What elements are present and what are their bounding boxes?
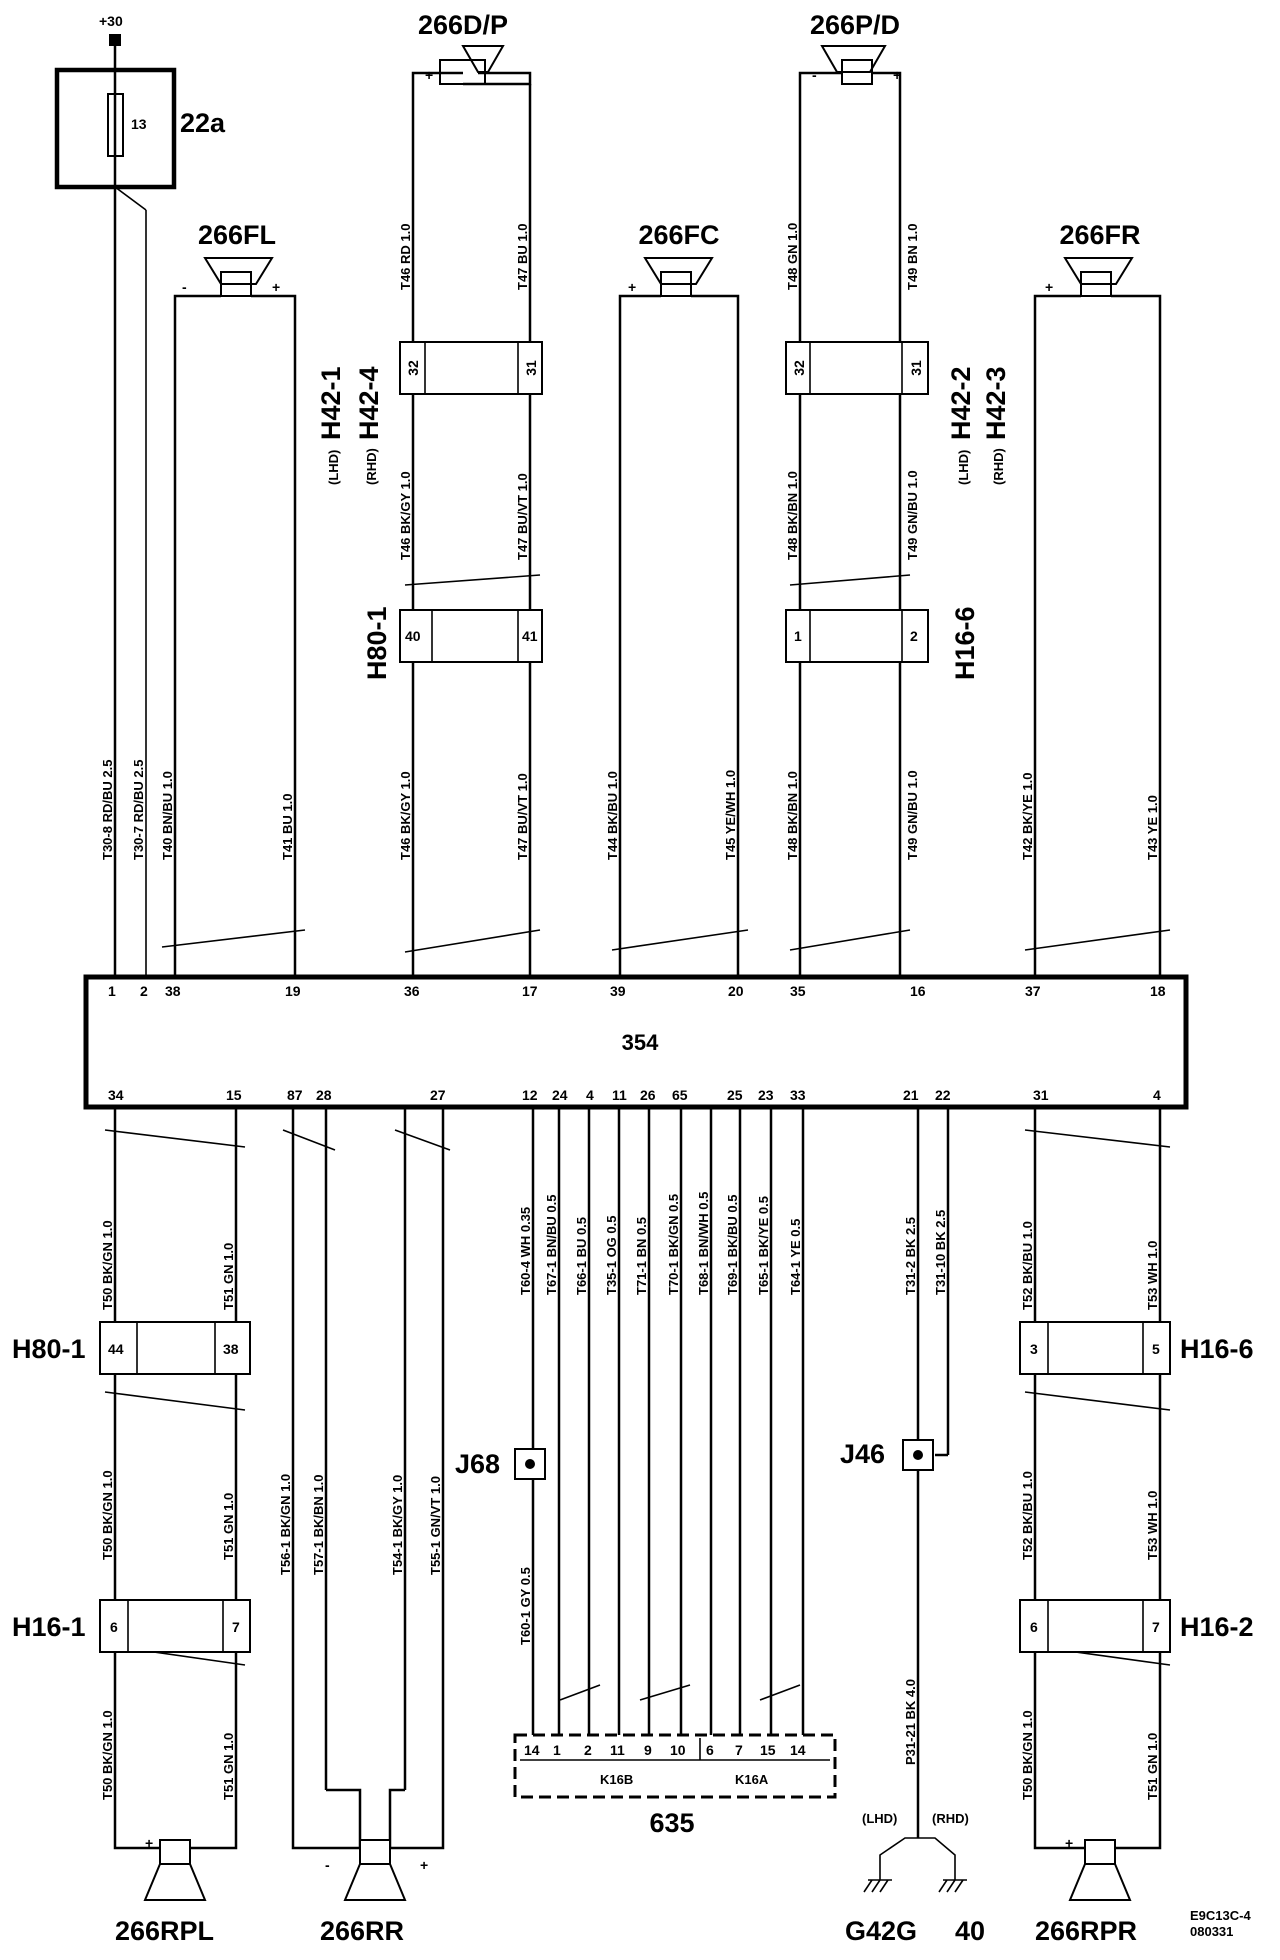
pin: 36 — [404, 983, 420, 999]
splice-label: J68 — [455, 1449, 501, 1479]
wire-label: T47 BU/VT 1.0 — [515, 773, 530, 860]
pin: 39 — [610, 983, 626, 999]
splice-label: J46 — [840, 1439, 886, 1469]
pin: 23 — [758, 1087, 774, 1103]
bottom-wire-labels — [100, 1192, 1160, 1800]
wire-label: T60-1 GY 0.5 — [518, 1567, 533, 1645]
pin: 27 — [430, 1087, 446, 1103]
pin: 11 — [610, 1742, 625, 1758]
wire-label: T47 BU/VT 1.0 — [515, 473, 530, 560]
pin: 41 — [522, 628, 538, 644]
wire-label: T40 BN/BU 1.0 — [160, 771, 175, 860]
pin: 87 — [287, 1087, 303, 1103]
wire-label: T65-1 BK/YE 0.5 — [756, 1196, 771, 1295]
connector-label: H16-6 — [1180, 1334, 1254, 1364]
qualifier: (LHD) — [956, 449, 971, 485]
wire-label: T48 BK/BN 1.0 — [785, 471, 800, 560]
wire-label: T47 BU 1.0 — [515, 223, 530, 290]
pin: 4 — [586, 1087, 594, 1103]
wire-label: T44 BK/BU 1.0 — [605, 771, 620, 860]
wire-label: T71-1 BN 0.5 — [634, 1216, 649, 1295]
qualifier: (RHD) — [364, 448, 379, 485]
wire-label: T49 GN/BU 1.0 — [905, 470, 920, 560]
pin: 1 — [794, 628, 802, 644]
pin: 17 — [522, 983, 538, 999]
wire-label: T46 RD 1.0 — [398, 223, 413, 290]
pin: 15 — [760, 1742, 776, 1758]
wire-label: T51 GN 1.0 — [221, 1242, 236, 1310]
speaker-pos: + — [1065, 1835, 1074, 1851]
group-label: K16A — [735, 1772, 769, 1787]
wire-label: T42 BK/YE 1.0 — [1020, 772, 1035, 860]
pin: 14 — [524, 1742, 540, 1758]
pin: 7 — [232, 1619, 240, 1635]
connector-h80-left — [12, 1322, 250, 1374]
splice-j46 — [840, 1439, 933, 1470]
supply-label: +30 — [99, 13, 123, 29]
wire-label: T51 GN 1.0 — [1145, 1732, 1160, 1800]
speaker-266FL — [175, 220, 295, 300]
wire-label: T50 BK/GN 1.0 — [100, 1710, 115, 1800]
pin: 37 — [1025, 983, 1041, 999]
rhd-label: (RHD) — [932, 1811, 969, 1826]
connector-h42-left — [316, 342, 542, 485]
wire-label: T54-1 BK/GY 1.0 — [390, 1474, 405, 1575]
pin: 1 — [108, 983, 116, 999]
pin: 31 — [523, 360, 539, 376]
connector-label: H42-2 — [946, 366, 976, 440]
speaker-pos: + — [425, 67, 434, 83]
wire-label: T30-8 RD/BU 2.5 — [100, 759, 115, 860]
pin: 32 — [405, 360, 421, 376]
pin: 7 — [1152, 1619, 1160, 1635]
pin: 2 — [910, 628, 918, 644]
speaker-label: 266RR — [320, 1916, 405, 1946]
pin: 2 — [584, 1742, 592, 1758]
speaker-label: 266RPR — [1035, 1916, 1138, 1946]
wire-label: T68-1 BN/WH 0.5 — [696, 1191, 711, 1295]
pin: 28 — [316, 1087, 332, 1103]
speaker-266DP — [413, 10, 530, 84]
wire-label: T50 BK/GN 1.0 — [100, 1220, 115, 1310]
wire-label: T53 WH 1.0 — [1145, 1490, 1160, 1560]
speaker-label: 266FR — [1059, 220, 1141, 250]
speaker-pos: + — [145, 1835, 154, 1851]
speaker-266PD — [800, 10, 901, 84]
wire-label: T52 BK/BU 1.0 — [1020, 1221, 1035, 1310]
wire-label: T49 BN 1.0 — [905, 223, 920, 290]
wire-label: T51 GN 1.0 — [221, 1492, 236, 1560]
wire-label: T66-1 BU 0.5 — [574, 1216, 589, 1295]
speaker-label: 266RPL — [115, 1916, 215, 1946]
connector-label: H42-3 — [981, 366, 1011, 440]
pin: 12 — [522, 1087, 538, 1103]
speaker-label: 266D/P — [417, 10, 509, 40]
pin: 14 — [790, 1742, 806, 1758]
speaker-266RR — [293, 1790, 443, 1946]
wire-label: T67-1 BN/BU 0.5 — [544, 1194, 559, 1295]
wire-label: T45 YE/WH 1.0 — [723, 769, 738, 860]
pin: 10 — [670, 1742, 686, 1758]
wire-label: T46 BK/GY 1.0 — [398, 771, 413, 860]
speaker-label: 266P/D — [809, 10, 901, 40]
module-635 — [515, 1735, 835, 1838]
module-354 — [86, 977, 1186, 1107]
reference-code — [1190, 1908, 1251, 1939]
connector-h16-top — [786, 606, 980, 680]
connector-label: H42-1 — [316, 366, 346, 440]
wire-label: T41 BU 1.0 — [280, 793, 295, 860]
speaker-pos: + — [628, 279, 637, 295]
supply-terminal — [99, 13, 123, 58]
wire-label: T48 BK/BN 1.0 — [785, 771, 800, 860]
speaker-label: 266FC — [638, 220, 720, 250]
pin: 9 — [644, 1742, 652, 1758]
connector-label: H16-2 — [1180, 1612, 1254, 1642]
wire-label: T52 BK/BU 1.0 — [1020, 1471, 1035, 1560]
speaker-label: 266FL — [197, 220, 277, 250]
splice-j68 — [455, 1449, 545, 1479]
speaker-266FR — [1035, 220, 1160, 300]
wire-label: T60-4 WH 0.35 — [518, 1206, 533, 1295]
connector-label: H42-4 — [354, 366, 384, 440]
wire-label: T50 BK/GN 1.0 — [100, 1470, 115, 1560]
ref-date: 080331 — [1190, 1924, 1234, 1939]
pin: 31 — [908, 360, 924, 376]
pin: 2 — [140, 983, 148, 999]
wire-label: T55-1 GN/VT 1.0 — [428, 1476, 443, 1575]
ref-code: E9C13C-4 — [1190, 1908, 1251, 1923]
pin: 11 — [612, 1087, 627, 1103]
pin: 65 — [672, 1087, 688, 1103]
ground-label: 40 — [955, 1916, 986, 1946]
pin: 38 — [165, 983, 181, 999]
pin: 6 — [1030, 1619, 1038, 1635]
connector-h16-right-2 — [1020, 1600, 1254, 1652]
pin: 31 — [1033, 1087, 1049, 1103]
pin: 22 — [935, 1087, 951, 1103]
pin: 44 — [108, 1341, 124, 1357]
connector-h16-left — [12, 1600, 250, 1652]
pin: 21 — [903, 1087, 919, 1103]
wire-label: T43 YE 1.0 — [1145, 795, 1160, 860]
wire-label: T51 GN 1.0 — [221, 1732, 236, 1800]
connector-label: H16-1 — [12, 1612, 86, 1642]
pin: 32 — [791, 360, 807, 376]
pin: 24 — [552, 1087, 568, 1103]
pin: 20 — [728, 983, 744, 999]
pin: 7 — [735, 1742, 743, 1758]
pin: 38 — [223, 1341, 239, 1357]
speaker-pos: + — [1045, 279, 1054, 295]
wire-label: T46 BK/GY 1.0 — [398, 471, 413, 560]
fuse-number: 13 — [131, 116, 147, 132]
pin: 26 — [640, 1087, 656, 1103]
connector-h80-top — [362, 606, 542, 680]
pin: 19 — [285, 983, 301, 999]
connector-h16-right-6 — [1020, 1322, 1254, 1374]
twist-markers-top — [162, 575, 1170, 952]
top-wires — [115, 58, 1160, 977]
pin: 6 — [706, 1742, 714, 1758]
fuse-label: 22a — [180, 108, 226, 138]
fuse-box — [57, 70, 226, 187]
ground-label: G42G — [845, 1916, 918, 1946]
speaker-pos: + — [893, 67, 902, 83]
speaker-neg: - — [812, 67, 817, 83]
module-label: 635 — [649, 1808, 695, 1838]
pin: 15 — [226, 1087, 242, 1103]
speaker-266RPR — [1035, 1835, 1160, 1946]
wire-label: T70-1 BK/GN 0.5 — [666, 1193, 681, 1295]
wire-label: T50 BK/GN 1.0 — [1020, 1710, 1035, 1800]
pin: 25 — [727, 1087, 743, 1103]
module-label: 354 — [621, 1030, 659, 1055]
wire-label: T31-2 BK 2.5 — [903, 1216, 918, 1295]
wire-label: T35-1 OG 0.5 — [604, 1215, 619, 1295]
wire-label: T56-1 BK/GN 1.0 — [278, 1473, 293, 1575]
connector-label: H80-1 — [362, 606, 392, 680]
qualifier: (LHD) — [326, 449, 341, 485]
speaker-pos: + — [420, 1857, 429, 1873]
speaker-neg: - — [182, 279, 187, 295]
ground-block — [845, 1811, 985, 1946]
wire-label: P31-21 BK 4.0 — [903, 1679, 918, 1765]
pin: 18 — [1150, 983, 1166, 999]
pin: 4 — [1153, 1087, 1161, 1103]
connector-label: H16-6 — [950, 606, 980, 680]
wire-label: T49 GN/BU 1.0 — [905, 770, 920, 860]
pin: 3 — [1030, 1341, 1038, 1357]
lhd-label: (LHD) — [862, 1811, 898, 1826]
pin: 5 — [1152, 1341, 1160, 1357]
group-label: K16B — [600, 1772, 634, 1787]
connector-h42-right — [786, 342, 1011, 485]
pin: 40 — [405, 628, 421, 644]
pin: 35 — [790, 983, 806, 999]
qualifier: (RHD) — [991, 448, 1006, 485]
wire-label: T53 WH 1.0 — [1145, 1240, 1160, 1310]
speaker-266FC — [620, 220, 738, 300]
wire-label: T30-7 RD/BU 2.5 — [131, 759, 146, 860]
top-wire-labels — [100, 223, 1160, 860]
pin: 16 — [910, 983, 926, 999]
speaker-pos: + — [272, 279, 281, 295]
speaker-266RPL — [115, 1835, 236, 1946]
wire-label: T57-1 BK/BN 1.0 — [311, 1474, 326, 1575]
wire-label: T31-10 BK 2.5 — [933, 1209, 948, 1295]
pin: 6 — [110, 1619, 118, 1635]
wire-label: T48 GN 1.0 — [785, 222, 800, 290]
speaker-neg: - — [325, 1857, 330, 1873]
pin: 34 — [108, 1087, 124, 1103]
pin: 1 — [553, 1742, 561, 1758]
connector-label: H80-1 — [12, 1334, 86, 1364]
wire-label: T69-1 BK/BU 0.5 — [725, 1194, 740, 1295]
pin: 33 — [790, 1087, 806, 1103]
wire-label: T64-1 YE 0.5 — [788, 1218, 803, 1295]
